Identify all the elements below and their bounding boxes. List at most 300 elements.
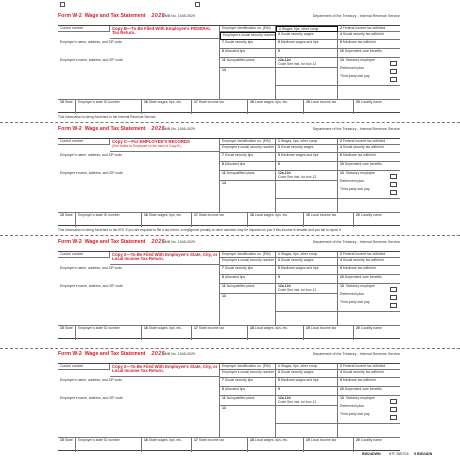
box-5-medicare-wages[interactable] xyxy=(276,40,338,49)
third-party-checkbox[interactable] xyxy=(390,415,397,420)
box-label: Social security wages xyxy=(280,370,314,374)
box-number: 18 xyxy=(250,326,254,330)
box-label: Allocated tips xyxy=(224,387,246,391)
form-header xyxy=(58,238,400,251)
w2-copy-1 xyxy=(58,12,400,119)
box-number: 8 xyxy=(222,162,224,166)
box-8-allocated-tips[interactable] xyxy=(220,387,276,396)
box-12-right[interactable] xyxy=(338,312,400,326)
box-3-ss-wages[interactable] xyxy=(276,145,338,153)
retirement-checkbox[interactable] xyxy=(390,407,397,412)
box-label: Nonqualified plans xyxy=(226,284,255,288)
box-label: Employee's name, address, and ZIP code xyxy=(60,58,123,62)
box-label: Employer identification no. (EIN) xyxy=(222,364,271,368)
omb-number: OMB No. 1545-0029 xyxy=(162,240,195,244)
box-label: Dependent care benefits xyxy=(344,387,382,391)
box-label: Allocated tips xyxy=(224,162,246,166)
statutory-label: Statutory employee xyxy=(345,171,375,175)
copy-notice: This information is being furnished to the Internal Revenue Service. xyxy=(58,115,157,119)
box-label: State income tax xyxy=(198,326,225,330)
box-12[interactable] xyxy=(276,171,338,181)
form-year: 2025 xyxy=(151,126,166,132)
registration-mark-right xyxy=(195,2,200,7)
box-label: Employer's name, address, and ZIP code xyxy=(60,153,123,157)
box-label: Medicare wages and tips xyxy=(280,266,319,270)
box-15-state[interactable] xyxy=(58,213,76,227)
box-number: 7 xyxy=(222,153,224,157)
box-12-lower[interactable] xyxy=(276,424,338,438)
department-label: Department of the Treasury - Internal Revenue Service xyxy=(312,352,400,356)
box-number: 4 xyxy=(340,145,342,149)
box-12-continued[interactable] xyxy=(276,406,338,424)
statutory-checkbox[interactable] xyxy=(390,174,397,179)
box-16-state-wages[interactable] xyxy=(142,438,192,452)
box-label: State xyxy=(64,438,73,442)
box-10-dependent-care[interactable] xyxy=(338,162,400,171)
box-11-nonqualified[interactable] xyxy=(220,284,276,294)
box-4-ss-tax[interactable] xyxy=(338,370,400,378)
box-number: 8 xyxy=(222,49,224,53)
employer-name-box-spacer[interactable] xyxy=(58,370,220,396)
box-number: 6 xyxy=(340,378,342,382)
box-label: Local income tax xyxy=(310,438,337,442)
form-header xyxy=(58,350,400,363)
box-label: Control number xyxy=(60,26,84,30)
box-17-state-tax[interactable] xyxy=(192,326,248,340)
box-12-continued[interactable] xyxy=(276,68,338,86)
copy-notice: This information is being furnished to the IRS. If you are required to file a tax return, a negligence penalty or other sanction may be imposed on you if this income is taxable and you fail to report it. xyxy=(58,228,342,232)
third-party-checkbox[interactable] xyxy=(390,77,397,82)
employer-name-label xyxy=(60,41,122,45)
employer-name-box-spacer[interactable] xyxy=(58,258,220,284)
third-party-checkbox[interactable] xyxy=(390,303,397,308)
box-number: 20 xyxy=(356,438,360,442)
box-label: Local income tax xyxy=(310,213,337,217)
box-14[interactable] xyxy=(220,406,276,438)
form-name: Wage and Tax Statement xyxy=(84,13,146,19)
box-7-ss-tips[interactable] xyxy=(220,153,276,162)
box-label: Wages, tips, other comp. xyxy=(280,252,319,256)
statutory-checkbox[interactable] xyxy=(390,61,397,66)
copy-title: Copy 2—To Be Filed With Employee's State, City, or Local Income Tax Return. xyxy=(112,363,218,373)
box-label: Employer's name, address, and ZIP code xyxy=(60,378,123,382)
box-number: 20 xyxy=(356,326,360,330)
box-number: 18 xyxy=(250,438,254,442)
box-label: Local wages, tips, etc. xyxy=(254,438,289,442)
box-9[interactable] xyxy=(276,162,338,171)
box-label: State xyxy=(64,213,73,217)
box-10-dependent-care[interactable] xyxy=(338,387,400,396)
box-14[interactable] xyxy=(220,294,276,326)
copy-title: Copy C—For EMPLOYEE'S RECORDS xyxy=(112,138,190,144)
box-4-ss-tax[interactable] xyxy=(338,32,400,40)
box-12-continued[interactable] xyxy=(276,181,338,199)
box-3-ss-wages[interactable] xyxy=(276,32,338,40)
employer-name-label xyxy=(60,267,122,271)
box-label: Medicare tax withheld xyxy=(342,266,376,270)
box-number: 3 xyxy=(278,258,280,262)
box-number: 19 xyxy=(306,326,310,330)
box-8-allocated-tips[interactable] xyxy=(220,49,276,58)
box-label: Code See inst. for box 12 xyxy=(278,399,317,404)
box-number: 6 xyxy=(340,266,342,270)
box-14[interactable] xyxy=(220,181,276,213)
box-label: Medicare wages and tips xyxy=(280,378,319,382)
footer-left-code: BW24DWN xyxy=(362,452,381,456)
box-number: 3 xyxy=(278,145,280,149)
form-name: Wage and Tax Statement xyxy=(84,126,146,132)
copy-title: Copy 2—To Be Filed With Employee's State, City, or Local Income Tax Return. xyxy=(112,251,218,261)
form-name: Wage and Tax Statement xyxy=(84,239,146,245)
statutory-checkbox[interactable] xyxy=(390,287,397,292)
form-name: Wage and Tax Statement xyxy=(84,351,146,357)
box-label: Social security tips xyxy=(224,40,253,44)
box-label: Employer identification no. (EIN) xyxy=(222,26,271,30)
box-label: Employer identification no. (EIN) xyxy=(222,139,271,143)
box-12-right[interactable] xyxy=(338,199,400,213)
box-label: Employee's name, address, and ZIP code xyxy=(60,171,123,175)
perforation-line xyxy=(0,348,460,349)
state-id-box[interactable] xyxy=(76,213,142,227)
box-number: 15 xyxy=(60,213,64,217)
box-20-locality[interactable] xyxy=(354,100,400,114)
box-18-local-wages[interactable] xyxy=(248,438,304,452)
box-label: Nonqualified plans xyxy=(226,171,255,175)
box-number: 17 xyxy=(194,326,198,330)
box-number: 15 xyxy=(60,326,64,330)
retirement-label: Retirement plan xyxy=(340,178,364,183)
box-label: Social security tax withheld xyxy=(342,32,384,36)
box-9[interactable] xyxy=(276,387,338,396)
box-label: State wages, tips, etc. xyxy=(148,438,182,442)
box-11-nonqualified[interactable] xyxy=(220,171,276,181)
box-6-medicare-tax[interactable] xyxy=(338,378,400,387)
form-year: 2025 xyxy=(151,239,166,245)
box-label: Federal income tax withheld xyxy=(342,26,386,30)
box-number: 9 xyxy=(278,387,280,391)
box-number: 13 xyxy=(340,396,344,400)
box-label: Employer's name, address, and ZIP code xyxy=(60,40,123,44)
state-id-box[interactable] xyxy=(76,100,142,114)
box-number: 18 xyxy=(250,100,254,104)
box-label: Local wages, tips, etc. xyxy=(254,100,289,104)
box-number: 17 xyxy=(194,100,198,104)
box-number: 13 xyxy=(340,58,344,62)
box-18-local-wages[interactable] xyxy=(248,100,304,114)
box-number: 16 xyxy=(144,213,148,217)
box-number: 19 xyxy=(306,213,310,217)
ssn-box[interactable] xyxy=(220,258,276,266)
box-12[interactable] xyxy=(276,58,338,68)
box-number: 8 xyxy=(222,275,224,279)
department-label: Department of the Treasury - Internal Revenue Service xyxy=(312,14,400,18)
box-20-locality[interactable] xyxy=(354,326,400,340)
omb-number: OMB No. 1545-0029 xyxy=(162,127,195,131)
box-label: Social security tips xyxy=(224,153,253,157)
box-number: 3 xyxy=(278,32,280,36)
box-15-state[interactable] xyxy=(58,438,76,452)
box-label: Nonqualified plans xyxy=(226,396,255,400)
box-label: Control number xyxy=(60,252,84,256)
box-16-state-wages[interactable] xyxy=(142,100,192,114)
third-party-checkbox[interactable] xyxy=(390,190,397,195)
box-4-ss-tax[interactable] xyxy=(338,145,400,153)
box-number: 14 xyxy=(222,406,226,410)
box-number: 17 xyxy=(194,213,198,217)
employer-name-box-spacer[interactable] xyxy=(58,32,220,58)
retirement-checkbox[interactable] xyxy=(390,295,397,300)
box-12[interactable] xyxy=(276,284,338,294)
third-party-label: Third-party sick pay xyxy=(340,186,370,191)
box-11-nonqualified[interactable] xyxy=(220,58,276,68)
box-label: Medicare tax withheld xyxy=(342,153,376,157)
box-12-lower[interactable] xyxy=(276,312,338,326)
box-18-local-wages[interactable] xyxy=(248,213,304,227)
box-label: Employee's social security number xyxy=(222,258,275,262)
box-7-ss-tips[interactable] xyxy=(220,266,276,275)
box-13 xyxy=(338,171,400,199)
box-label: Social security wages xyxy=(280,32,314,36)
box-label: Social security tax withheld xyxy=(342,258,384,262)
box-9[interactable] xyxy=(276,49,338,58)
statutory-checkbox[interactable] xyxy=(390,399,397,404)
box-19-local-tax[interactable] xyxy=(304,213,354,227)
box-label: Employee's name, address, and ZIP code xyxy=(60,284,123,288)
department-label: Department of the Treasury - Internal Revenue Service xyxy=(312,127,400,131)
box-10-dependent-care[interactable] xyxy=(338,49,400,58)
department-label: Department of the Treasury - Internal Revenue Service xyxy=(312,240,400,244)
box-10-dependent-care[interactable] xyxy=(338,275,400,284)
box-label: Medicare tax withheld xyxy=(342,40,376,44)
box-label: Employer's name, address, and ZIP code xyxy=(60,266,123,270)
box-label: Locality name xyxy=(360,213,382,217)
box-number: 19 xyxy=(306,100,310,104)
box-number: 1 xyxy=(279,27,281,31)
ssn-box[interactable] xyxy=(220,32,276,40)
box-9[interactable] xyxy=(276,275,338,284)
box-13 xyxy=(338,58,400,86)
box-label: Social security tax withheld xyxy=(342,370,384,374)
box-7-ss-tips[interactable] xyxy=(220,40,276,49)
form-grid xyxy=(58,138,400,226)
box-number: 2 xyxy=(340,139,342,143)
box-label: Locality name xyxy=(360,100,382,104)
box-number: 12a-12d xyxy=(278,396,291,400)
box-number: 16 xyxy=(144,326,148,330)
box-label: Federal income tax withheld xyxy=(342,364,386,368)
box-number: 4 xyxy=(340,32,342,36)
box-17-state-tax[interactable] xyxy=(192,100,248,114)
retirement-checkbox[interactable] xyxy=(390,182,397,187)
box-6-medicare-tax[interactable] xyxy=(338,266,400,275)
box-14[interactable] xyxy=(220,68,276,100)
ssn-box[interactable] xyxy=(220,145,276,153)
perforation-line xyxy=(0,235,460,236)
copy-subtitle: (See Notice to Employee on the back of Copy B.) xyxy=(112,144,182,148)
box-number: 14 xyxy=(222,68,226,72)
box-15-state[interactable] xyxy=(58,326,76,340)
form-header xyxy=(58,125,400,138)
box-19-local-tax[interactable] xyxy=(304,438,354,452)
registration-mark-left xyxy=(60,2,65,7)
box-number: 1 xyxy=(278,139,280,143)
box-number: 10 xyxy=(340,49,344,53)
box-number: 9 xyxy=(278,275,280,279)
box-label: Code See inst. for box 12 xyxy=(278,174,317,179)
box-number: 1 xyxy=(278,364,280,368)
box-label: Control number xyxy=(60,364,84,368)
box-number: 12a-12d xyxy=(278,171,291,175)
box-label: Code See inst. for box 12 xyxy=(278,287,317,292)
state-id-box[interactable] xyxy=(76,438,142,452)
box-12-continued[interactable] xyxy=(276,294,338,312)
form-title xyxy=(58,13,165,19)
box-number: 11 xyxy=(222,284,226,288)
box-13 xyxy=(338,396,400,424)
third-party-label: Third-party sick pay xyxy=(340,411,370,416)
box-label: Employee's social security number xyxy=(223,33,276,37)
box-label: Employer's state ID number xyxy=(78,326,120,330)
box-label: Employer's state ID number xyxy=(78,100,120,104)
box-number: 9 xyxy=(278,49,280,53)
box-number: 2 xyxy=(340,364,342,368)
ssn-box[interactable] xyxy=(220,370,276,378)
box-label: Federal income tax withheld xyxy=(342,139,386,143)
box-number: 7 xyxy=(222,266,224,270)
box-number: 10 xyxy=(340,387,344,391)
box-number: 14 xyxy=(222,294,226,298)
box-label: Medicare wages and tips xyxy=(280,153,319,157)
form-grid xyxy=(58,251,400,339)
box-number: 20 xyxy=(356,213,360,217)
box-number: 7 xyxy=(222,40,224,44)
box-label: Local income tax xyxy=(310,326,337,330)
box-number: 4 xyxy=(340,370,342,374)
box-8-allocated-tips[interactable] xyxy=(220,162,276,171)
form-year: 2025 xyxy=(151,13,166,19)
box-label: State wages, tips, etc. xyxy=(148,326,182,330)
footer-mid-code: NTF 25/07/15 xyxy=(389,452,409,456)
omb-number: OMB No. 1545-0029 xyxy=(162,14,195,18)
box-label: Wages, tips, other comp. xyxy=(280,139,319,143)
box-number: 3 xyxy=(278,370,280,374)
box-number: 2 xyxy=(340,26,342,30)
form-year: 2025 xyxy=(151,351,166,357)
box-number: 10 xyxy=(340,275,344,279)
employee-name-box[interactable] xyxy=(58,171,220,213)
box-number: 15 xyxy=(60,438,64,442)
box-19-local-tax[interactable] xyxy=(304,326,354,340)
box-label: State wages, tips, etc. xyxy=(148,100,182,104)
box-3-ss-wages[interactable] xyxy=(276,370,338,378)
box-label: Allocated tips xyxy=(224,49,246,53)
employee-name-box[interactable] xyxy=(58,284,220,326)
box-17-state-tax[interactable] xyxy=(192,213,248,227)
box-16-state-wages[interactable] xyxy=(142,213,192,227)
statutory-label: Statutory employee xyxy=(345,396,375,400)
box-19-local-tax[interactable] xyxy=(304,100,354,114)
box-label: Locality name xyxy=(360,438,382,442)
retirement-checkbox[interactable] xyxy=(390,69,397,74)
box-13 xyxy=(338,284,400,312)
box-5-medicare-wages[interactable] xyxy=(276,266,338,275)
box-label: State income tax xyxy=(198,213,225,217)
box-label: Dependent care benefits xyxy=(344,275,382,279)
box-label: Local wages, tips, etc. xyxy=(254,213,289,217)
perforation-line xyxy=(0,122,460,123)
box-7-ss-tips[interactable] xyxy=(220,378,276,387)
form-header xyxy=(58,12,400,25)
w2-copy-4 xyxy=(58,350,400,451)
box-label: Dependent care benefits xyxy=(344,49,382,53)
form-label: Form W-2 xyxy=(58,351,82,357)
box-6-medicare-tax[interactable] xyxy=(338,40,400,49)
box-number: 13 xyxy=(340,284,344,288)
box-label: Employee's social security number xyxy=(222,370,275,374)
box-number: 16 xyxy=(144,100,148,104)
form-grid xyxy=(58,25,400,113)
box-6-medicare-tax[interactable] xyxy=(338,153,400,162)
box-number: 18 xyxy=(250,213,254,217)
box-20-locality[interactable] xyxy=(354,213,400,227)
box-3-ss-wages[interactable] xyxy=(276,258,338,266)
box-12-lower[interactable] xyxy=(276,86,338,100)
footer-right-code: 5 BW24DN xyxy=(414,452,433,456)
state-id-box[interactable] xyxy=(76,326,142,340)
form-label: Form W-2 xyxy=(58,239,82,245)
box-label: Wages, tips, other comp. xyxy=(280,364,319,368)
employee-name-box[interactable] xyxy=(58,396,220,438)
omb-number: OMB No. 1545-0029 xyxy=(162,352,195,356)
box-label: Employer identification no. (EIN) xyxy=(222,252,271,256)
box-label: Local income tax xyxy=(310,100,337,104)
box-12-lower[interactable] xyxy=(276,199,338,213)
box-label: State xyxy=(64,326,73,330)
statutory-label: Statutory employee xyxy=(345,284,375,288)
box-12[interactable] xyxy=(276,396,338,406)
box-number: 7 xyxy=(222,378,224,382)
box-number: 11 xyxy=(222,171,226,175)
box-label: Control number xyxy=(60,139,84,143)
box-number: 5 xyxy=(278,40,280,44)
box-number: 16 xyxy=(144,438,148,442)
statutory-label: Statutory employee xyxy=(345,58,375,62)
box-number: 14 xyxy=(222,181,226,185)
box-16-state-wages[interactable] xyxy=(142,326,192,340)
box-number: 4 xyxy=(340,258,342,262)
box-12-right[interactable] xyxy=(338,424,400,438)
employee-name-box[interactable] xyxy=(58,58,220,100)
box-number: 13 xyxy=(340,171,344,175)
box-5-medicare-wages[interactable] xyxy=(276,153,338,162)
box-20-locality[interactable] xyxy=(354,438,400,452)
box-4-ss-tax[interactable] xyxy=(338,258,400,266)
box-number: 11 xyxy=(222,396,226,400)
employer-name-box-spacer[interactable] xyxy=(58,145,220,171)
box-18-local-wages[interactable] xyxy=(248,326,304,340)
box-15-state[interactable] xyxy=(58,100,76,114)
w2-copy-3 xyxy=(58,238,400,339)
box-17-state-tax[interactable] xyxy=(192,438,248,452)
form-title xyxy=(58,126,165,132)
box-label: Social security tips xyxy=(224,266,253,270)
box-11-nonqualified[interactable] xyxy=(220,396,276,406)
box-number: 6 xyxy=(340,40,342,44)
form-label: Form W-2 xyxy=(58,126,82,132)
box-8-allocated-tips[interactable] xyxy=(220,275,276,284)
box-12-right[interactable] xyxy=(338,86,400,100)
box-5-medicare-wages[interactable] xyxy=(276,378,338,387)
